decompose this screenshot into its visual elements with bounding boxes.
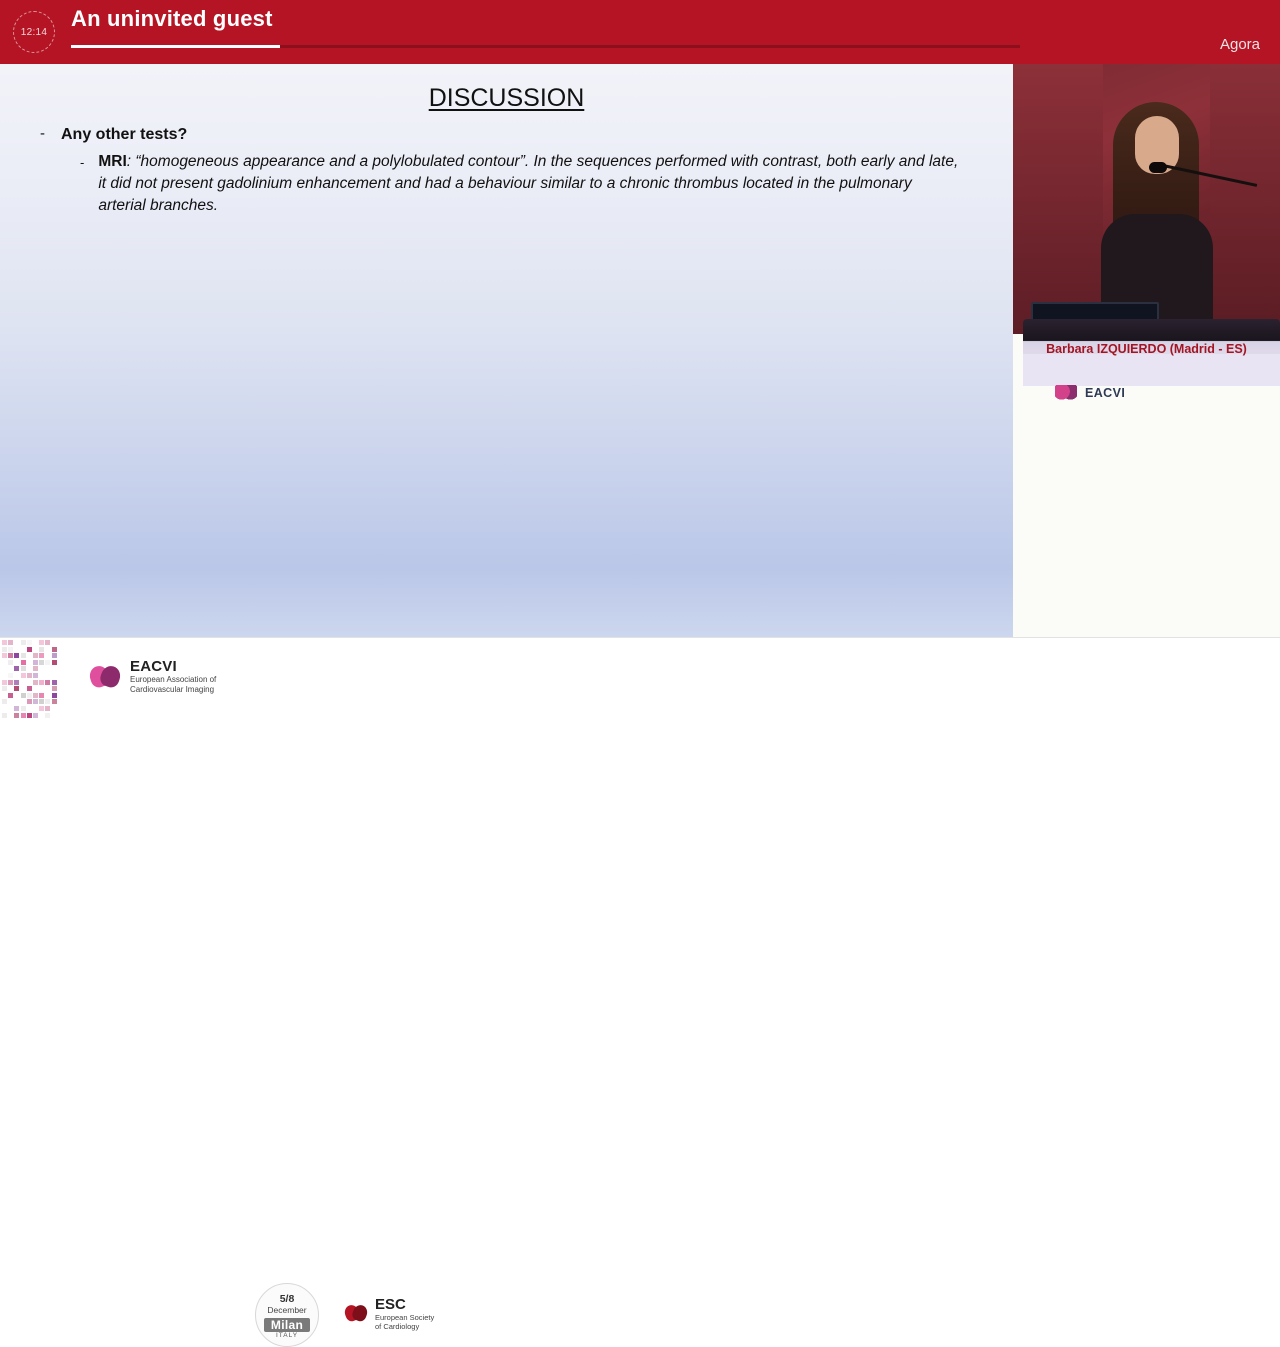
esc-logo-text — [375, 1296, 434, 1332]
top-bar — [0, 0, 1280, 64]
podium-logo-band — [1023, 354, 1280, 386]
slide-canvas[interactable] — [0, 64, 1013, 637]
slide-bullet-level2 — [80, 151, 960, 217]
event-city: Milan — [264, 1318, 310, 1332]
eacvi-line1: European Association of — [130, 675, 217, 684]
bullet-text: Any other tests? — [61, 126, 188, 143]
room-label: Agora — [1219, 36, 1260, 53]
playback-progress-fill — [71, 45, 280, 48]
playback-progress-bar[interactable] — [71, 45, 1020, 48]
bullet-marker: - — [80, 155, 85, 170]
event-country: ITALY — [275, 1332, 299, 1339]
presentation-title: An uninvited guest — [71, 6, 273, 31]
event-month: December — [267, 1305, 307, 1315]
esc-heart-icon — [345, 1304, 368, 1324]
elapsed-time-indicator — [13, 11, 55, 53]
elapsed-time-label: 12:14 — [20, 26, 48, 38]
esc-line1: European Society — [375, 1313, 435, 1322]
esc-line2: of Cardiology — [375, 1322, 420, 1332]
esc-logo — [345, 1296, 434, 1332]
decorative-dot-grid — [0, 638, 62, 721]
eacvi-name: EACVI — [130, 658, 177, 675]
podium-logo-label: EACVI — [1085, 386, 1126, 400]
speaker-video-panel[interactable] — [1013, 64, 1280, 637]
video-background-left — [1013, 64, 1103, 334]
eacvi-line2: Cardiovascular Imaging — [130, 685, 215, 694]
bullet-marker: - — [40, 125, 45, 142]
bullet-lead-label: MRI — [98, 153, 127, 170]
esc-name: ESC — [375, 1296, 406, 1313]
eacvi-heart-icon — [1055, 385, 1077, 401]
slide-bullet-level1 — [40, 124, 970, 146]
slide-title: DISCUSSION — [428, 84, 585, 112]
video-background-right — [1210, 64, 1280, 334]
microphone-icon — [1149, 162, 1167, 173]
eacvi-heart-icon — [90, 664, 122, 690]
bullet-text-block — [98, 151, 960, 217]
eacvi-logo-text — [130, 658, 216, 695]
event-dates: 5/8 — [279, 1293, 295, 1305]
speaker-name-label: Barbara IZQUIERDO (Madrid - ES) — [1046, 342, 1247, 356]
eacvi-logo — [90, 658, 216, 695]
footer-bar — [0, 637, 1280, 1339]
bullet-text: : “homogeneous appearance and a polylobulated contour”. In the sequences performed with contrast, both early and late, it did not present gadolinium enhancement and had a behaviour similar to a chronic thrombus located in the pulmonary arterial branches. — [98, 153, 959, 214]
event-date-badge — [255, 1283, 319, 1347]
